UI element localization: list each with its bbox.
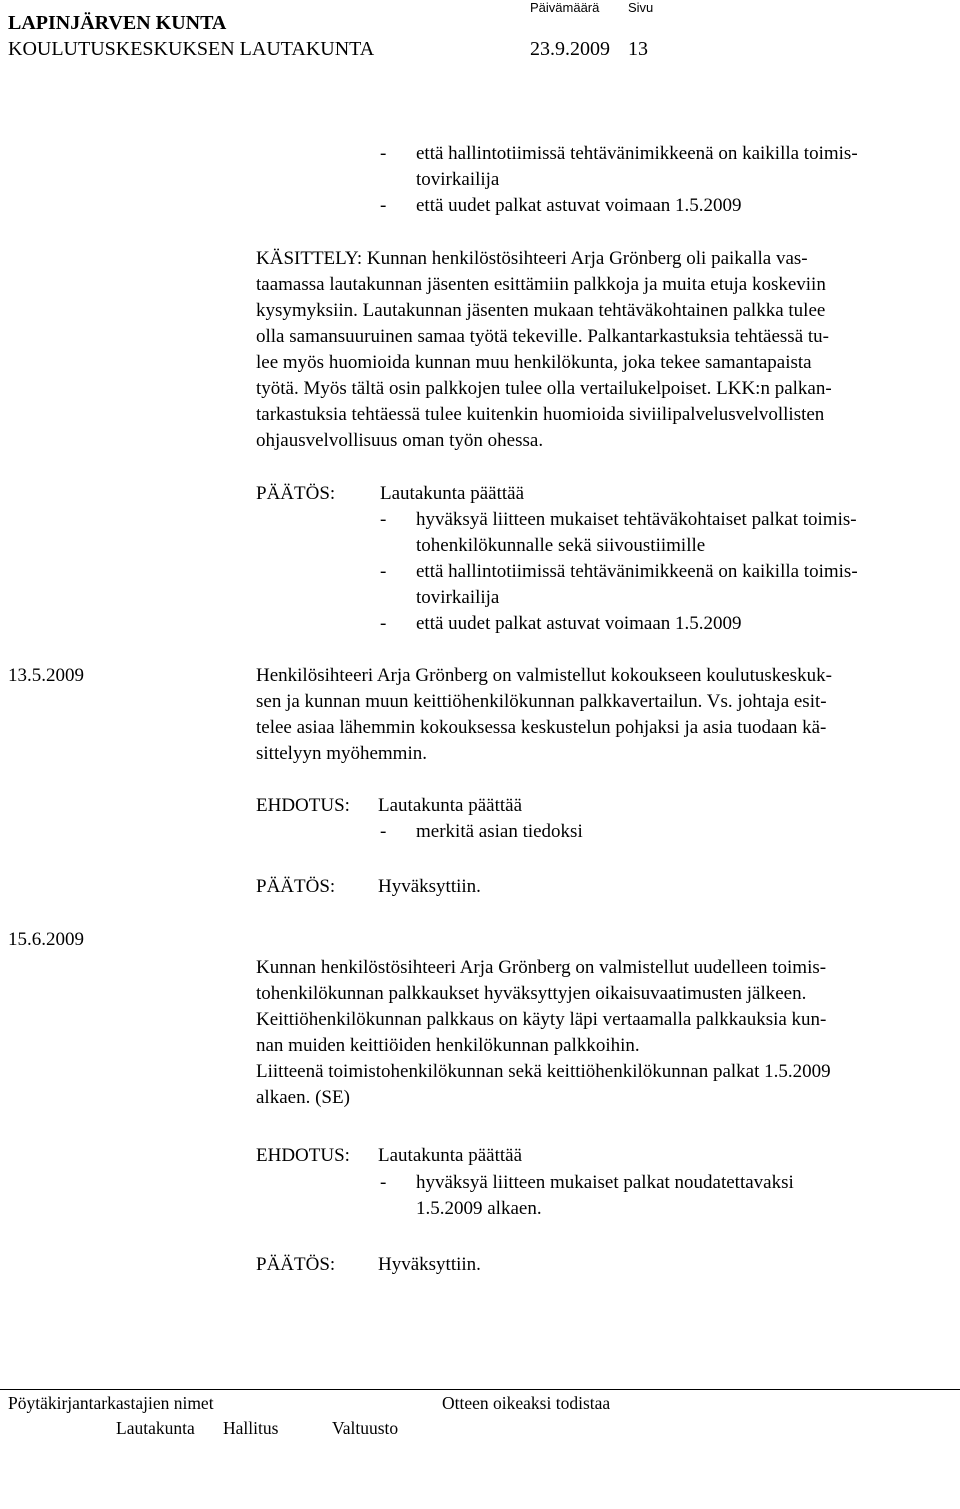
paragraph-line: Kunnan henkilöstösihteeri Arja Grönberg on valmistellut uudelleen toimis-: [256, 957, 827, 978]
board-name: KOULUTUSKESKUKSEN LAUTAKUNTA: [8, 38, 375, 60]
footer-col-hallitus: Hallitus: [223, 1418, 279, 1438]
list-dash: -: [380, 1172, 387, 1193]
list-dash: -: [380, 509, 387, 530]
list-item: hyväksyä liitteen mukaiset tehtäväkohtaiset palkat toimis-: [416, 509, 857, 530]
paragraph-line: sen ja kunnan muun keittiöhenkilökunnan palkkavertailun. Vs. johtaja esit-: [256, 691, 827, 712]
paragraph-line: työtä. Myös tältä osin palkkojen tulee olla vertailukelpoiset. LKK:n palkan-: [256, 378, 832, 399]
list-dash: -: [380, 143, 387, 164]
list-dash: -: [380, 561, 387, 582]
paragraph-line: kysymyksiin. Lautakunnan jäsenten mukaan tehtäväkohtainen palkka tulee: [256, 300, 826, 321]
footer-divider: [0, 1389, 960, 1390]
decision-label: PÄÄTÖS:: [256, 1254, 336, 1275]
paragraph-line: olla samansuuruinen samaa työtä tekeville. Palkantarkastuksia tehtäessä tu-: [256, 326, 829, 347]
list-dash: -: [380, 613, 387, 634]
paragraph-line: tohenkilökunnan palkkaukset hyväksyttyjen oikaisuvaatimusten jälkeen.: [256, 983, 807, 1004]
proposal-label: EHDOTUS:: [256, 795, 350, 816]
list-item: että uudet palkat astuvat voimaan 1.5.2009: [416, 195, 742, 216]
entry-date: 15.6.2009: [8, 929, 84, 950]
org-name: LAPINJÄRVEN KUNTA: [8, 12, 227, 34]
page-label: Sivu: [628, 0, 654, 15]
paragraph-line: Liitteenä toimistohenkilökunnan sekä keittiöhenkilökunnan palkat 1.5.2009: [256, 1061, 831, 1082]
paragraph-line: Keittiöhenkilökunnan palkkaus on käyty läpi vertaamalla palkkauksia kun-: [256, 1009, 827, 1030]
header-date: 23.9.2009: [530, 38, 610, 60]
decision-label: PÄÄTÖS:: [256, 483, 336, 504]
paragraph-line: KÄSITTELY: Kunnan henkilöstösihteeri Arja Grönberg oli paikalla vas-: [256, 248, 808, 269]
footer-col-valtuusto: Valtuusto: [332, 1418, 399, 1438]
decision-text: Hyväksyttiin.: [378, 876, 481, 897]
list-item-continued: tovirkailija: [416, 587, 500, 608]
list-item: että hallintotiimissä tehtävänimikkeenä on kaikilla toimis-: [416, 143, 858, 164]
paragraph-line: ohjausvelvollisuus oman työn ohessa.: [256, 430, 544, 451]
paragraph-line: alkaen. (SE): [256, 1087, 350, 1108]
list-item: hyväksyä liitteen mukaiset palkat noudatettavaksi: [416, 1172, 794, 1193]
paragraph-line: nan muiden keittiöiden henkilökunnan palkkoihin.: [256, 1035, 640, 1056]
decision-text: Hyväksyttiin.: [378, 1254, 481, 1275]
paragraph-line: sittelyyn myöhemmin.: [256, 743, 427, 764]
proposal-text: Lautakunta päättää: [378, 795, 523, 816]
list-dash: -: [380, 195, 387, 216]
list-item: että hallintotiimissä tehtävänimikkeenä on kaikilla toimis-: [416, 561, 858, 582]
proposal-text: Lautakunta päättää: [378, 1145, 523, 1166]
paragraph-line: telee asiaa lähemmin kokouksessa keskustelun pohjaksi ja asia tuodaan kä-: [256, 717, 827, 738]
header-page-number: 13: [628, 38, 648, 60]
footer-col-lautakunta: Lautakunta: [116, 1418, 195, 1438]
list-item-continued: 1.5.2009 alkaen.: [416, 1198, 542, 1219]
list-item: merkitä asian tiedoksi: [416, 821, 583, 842]
decision-label: PÄÄTÖS:: [256, 876, 336, 897]
footer-copy-label: Otteen oikeaksi todistaa: [442, 1393, 611, 1413]
paragraph-line: lee myös huomioida kunnan muu henkilökunta, joka tekee samantapaista: [256, 352, 812, 373]
date-label: Päivämäärä: [530, 0, 600, 15]
paragraph-line: taamassa lautakunnan jäsenten esittämiin palkkoja ja muita etuja koskeviin: [256, 274, 826, 295]
paragraph-line: tarkastuksia tehtäessä tulee kuitenkin huomioida siviilipalvelusvelvollisten: [256, 404, 825, 425]
list-dash: -: [380, 821, 387, 842]
entry-date: 13.5.2009: [8, 665, 84, 686]
list-item-continued: tohenkilökunnalle sekä siivoustiimille: [416, 535, 706, 556]
decision-text: Lautakunta päättää: [380, 483, 525, 504]
list-item: että uudet palkat astuvat voimaan 1.5.2009: [416, 613, 742, 634]
proposal-label: EHDOTUS:: [256, 1145, 350, 1166]
footer-checkers-label: Pöytäkirjantarkastajien nimet: [8, 1393, 214, 1413]
list-item-continued: tovirkailija: [416, 169, 500, 190]
paragraph-line: Henkilösihteeri Arja Grönberg on valmistellut kokoukseen koulutuskeskuk-: [256, 665, 832, 686]
